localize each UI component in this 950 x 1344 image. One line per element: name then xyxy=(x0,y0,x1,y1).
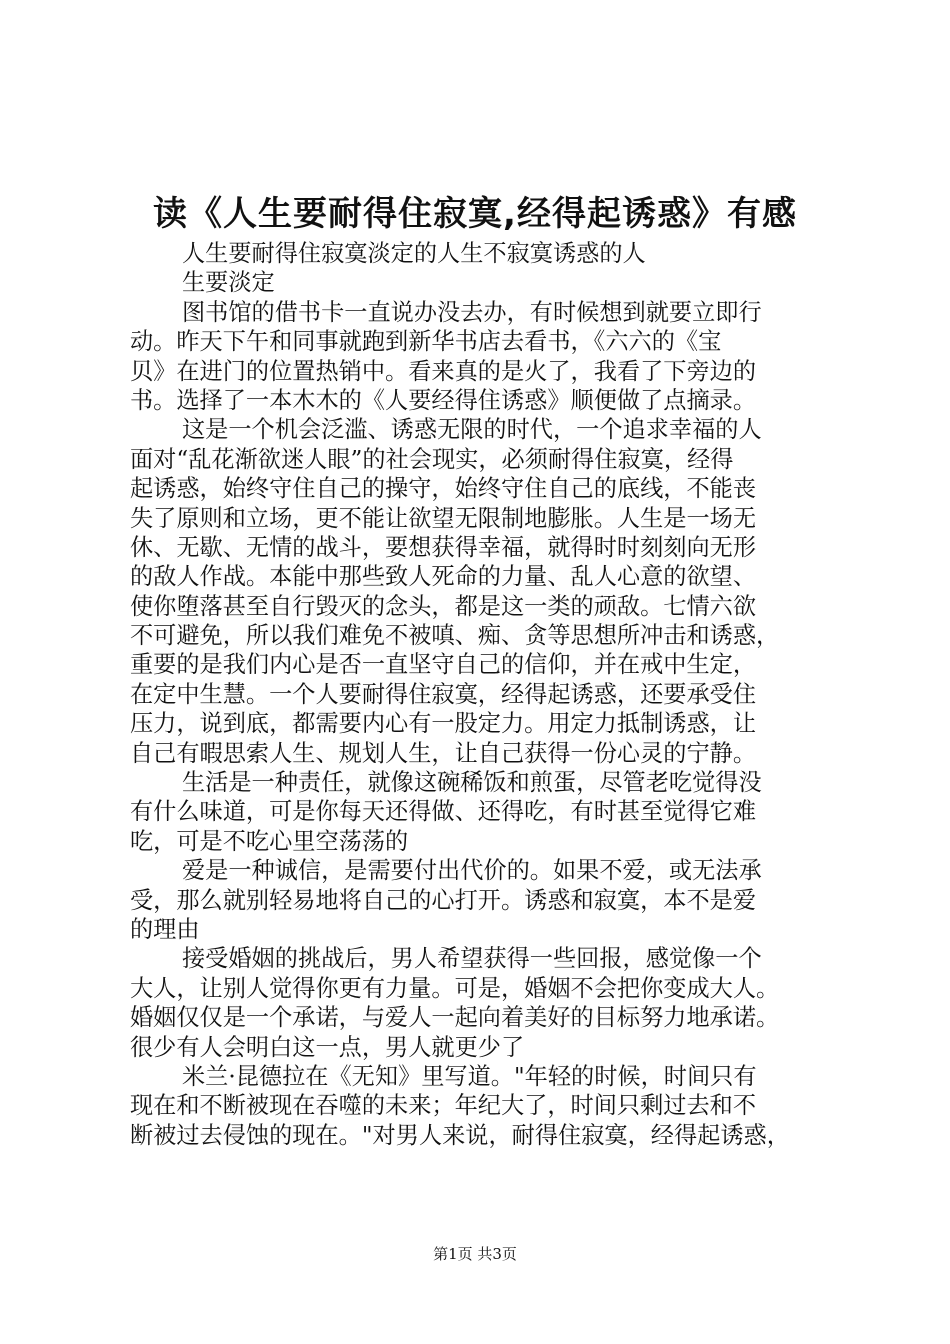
paragraph-line: 图书馆的借书卡一直说办没去办，有时候想到就要立即行 xyxy=(182,298,762,326)
paragraph-line: 在定中生慧。一个人要耐得住寂寞，经得起诱惑，还要承受住 xyxy=(130,680,757,708)
paragraph-line: 现在和不断被现在吞噬的未来；年纪大了，时间只剩过去和不 xyxy=(130,1092,757,1120)
paragraph-line: 大人，让别人觉得你更有力量。可是，婚姻不会把你变成大人。 xyxy=(130,974,780,1002)
paragraph-line: 断被过去侵蚀的现在。"对男人来说，耐得住寂寞，经得起诱惑， xyxy=(130,1121,790,1149)
paragraph-line: 使你堕落甚至自行毁灭的念头，都是这一类的顽敌。七情六欲 xyxy=(130,592,757,620)
paragraph-line: 休、无歇、无情的战斗，要想获得幸福，就得时时刻刻向无形 xyxy=(130,533,757,561)
paragraph-line: 的理由 xyxy=(130,915,200,943)
page-footer: 第1页 共3页 xyxy=(433,1245,517,1263)
paragraph-line: 生活是一种责任，就像这碗稀饭和煎蛋，尽管老吃觉得没 xyxy=(182,769,762,797)
paragraph-line: 重要的是我们内心是否一直坚守自己的信仰，并在戒中生定， xyxy=(130,651,757,679)
paragraph-line: 动。昨天下午和同事就跑到新华书店去看书，《六六的《宝 xyxy=(130,328,722,356)
paragraph-line: 有什么味道，可是你每天还得做、还得吃，有时甚至觉得它难 xyxy=(130,798,757,826)
paragraph-line: 这是一个机会泛滥、诱惑无限的时代，一个追求幸福的人 xyxy=(182,416,762,444)
paragraph-line: 自己有暇思索人生、规划人生，让自己获得一份心灵的宁静。 xyxy=(130,739,757,767)
paragraph-line: 米兰·昆德拉在《无知》里写道。"年轻的时候，时间只有 xyxy=(182,1062,757,1090)
paragraph-line: 婚姻仅仅是一个承诺，与爱人一起向着美好的目标努力地承诺。 xyxy=(130,1004,780,1032)
paragraph-line: 面对“乱花渐欲迷人眼”的社会现实，必须耐得住寂寞，经得 xyxy=(130,445,734,473)
paragraph-line: 书。选择了一本木木的《人要经得住诱惑》顺便做了点摘录。 xyxy=(130,386,757,414)
paragraph-line: 压力，说到底，都需要内心有一股定力。用定力抵制诱惑，让 xyxy=(130,710,757,738)
document-title: 读《人生要耐得住寂寞,经得起诱惑》有感 xyxy=(153,194,797,234)
paragraph-line: 贝》在进门的位置热销中。看来真的是火了，我看了下旁边的 xyxy=(130,357,757,385)
paragraph-line: 受，那么就别轻易地将自己的心打开。诱惑和寂寞，本不是爱 xyxy=(130,886,757,914)
paragraph-line: 吃，可是不吃心里空荡荡的 xyxy=(130,827,409,855)
subtitle-line: 生要淡定 xyxy=(182,269,275,297)
document-body xyxy=(130,239,830,1150)
paragraph-line: 的敌人作战。本能中那些致人死命的力量、乱人心意的欲望、 xyxy=(130,563,757,591)
paragraph-line: 起诱惑，始终守住自己的操守，始终守住自己的底线，不能丧 xyxy=(130,475,757,503)
paragraph-line: 很少有人会明白这一点，男人就更少了 xyxy=(130,1033,525,1061)
subtitle-line: 人生要耐得住寂寞淡定的人生不寂寞诱惑的人 xyxy=(182,240,646,267)
paragraph-line: 爱是一种诚信，是需要付出代价的。如果不爱，或无法承 xyxy=(182,857,762,885)
paragraph-line: 失了原则和立场，更不能让欲望无限制地膨胀。人生是一场无 xyxy=(130,504,757,532)
paragraph-line: 接受婚姻的挑战后，男人希望获得一些回报，感觉像一个 xyxy=(182,945,762,973)
paragraph-line: 不可避免，所以我们难免不被嗔、痴、贪等思想所冲击和诱惑， xyxy=(130,622,780,650)
